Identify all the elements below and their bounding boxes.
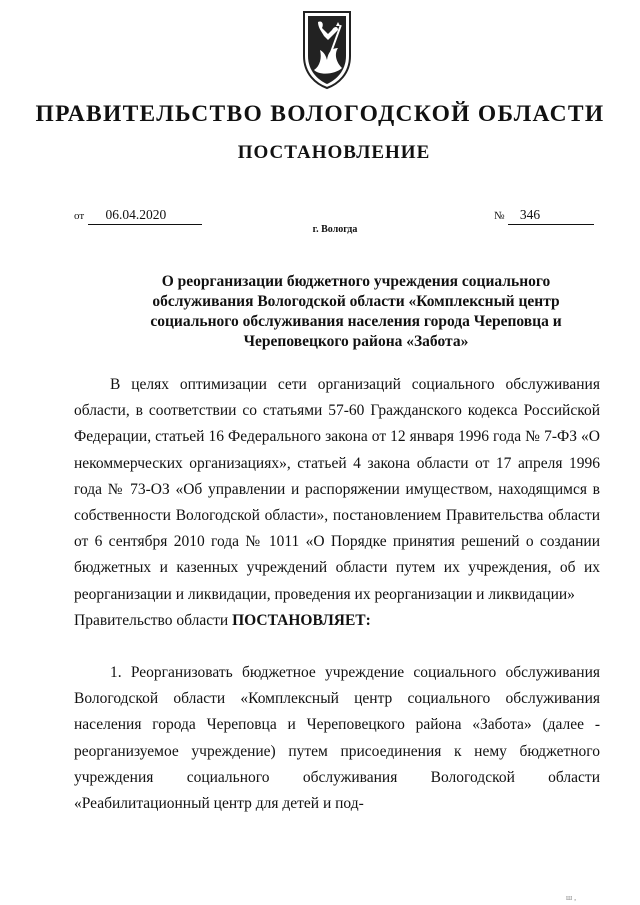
coat-of-arms-icon — [298, 8, 356, 90]
decree-line — [74, 608, 600, 634]
date-value: 06.04.2020 — [88, 206, 202, 225]
number-label: № — [494, 210, 505, 222]
preamble-paragraph: В целях оптимизации сети организаций социального обслуживания области, в соответствии со статьями 57-60 Гражданского кодекса Российской Федерации, статьей 16 Федерального закона от 12 января 1996 года № 7-ФЗ «О некоммерческих организациях», статьей 4 закона области от 17 апреля 1996 года № 73-ОЗ «Об управлении и распоряжении имуществом, находящимся в собственности Вологодской области», постановлением Правительства области от 6 сентября 2010 года № 1011 «О Порядке принятия решений о создании бюджетных и казенных учреждений области путем их учреждения, об их реорганизации и ликвидации, проведения их реорганизации и ликвидации» — [74, 376, 600, 603]
document-body — [74, 372, 600, 817]
number-value: 346 — [508, 206, 594, 225]
clause-1-paragraph: 1. Реорганизовать бюджетное учреждение социального обслуживания Вологодской области «Комплексный центр социального обслуживания населения города Череповца и Череповецкого района «Забота» (далее - реорганизуемое учреждение) путем присоединения к нему бюджетного учреждения социального обслуживания Вологодской области «Реабилитационный центр для детей и под- — [74, 664, 600, 813]
document-type: ПОСТАНОВЛЕНИЕ — [237, 142, 431, 163]
decree-lead: Правительство области — [74, 611, 229, 629]
document-subject: О реорганизации бюджетного учреждения социального обслуживания Вологодской области «Комплексный центр социального обслуживания населения города Череповца и Череповецкого района «Забота» — [150, 273, 562, 350]
decree-word: ПОСТАНОВЛЯЕТ: — [232, 611, 371, 629]
date-label: от — [74, 210, 85, 222]
footer-mark: ш , — [566, 893, 577, 902]
government-title: ПРАВИТЕЛЬСТВО ВОЛОГОДСКОЙ ОБЛАСТИ — [35, 101, 605, 127]
city: г. Вологда — [312, 224, 358, 235]
